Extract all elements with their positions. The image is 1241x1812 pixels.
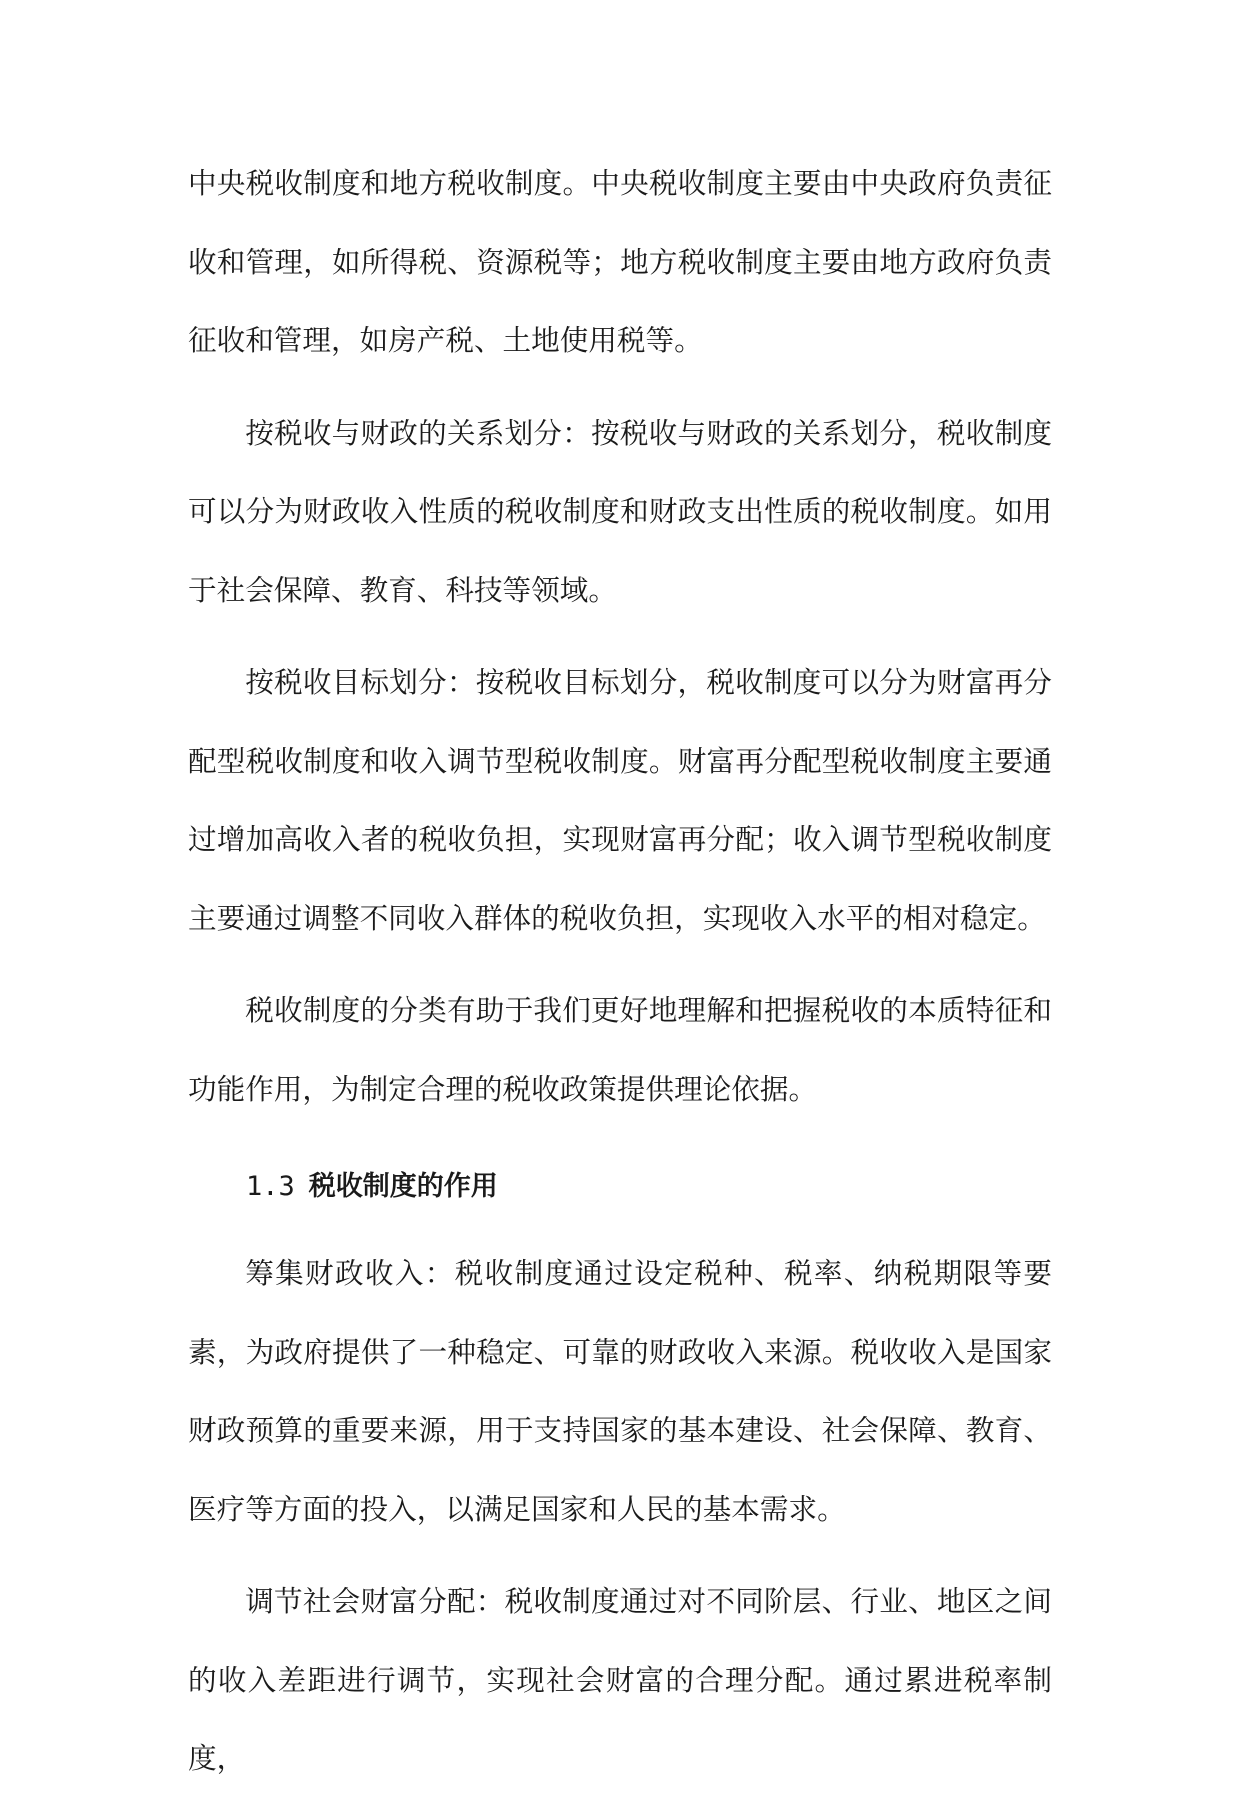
section-number: 1.3 <box>246 1171 295 1202</box>
paragraph-wealth-distribution: 调节社会财富分配：税收制度通过对不同阶层、行业、地区之间的收入差距进行调节，实现社会财富的合理分配。通过累进税率制度， <box>188 1584 1052 1775</box>
paragraph-fiscal-revenue: 筹集财政收入：税收制度通过设定税种、税率、纳税期限等要素，为政府提供了一种稳定、可靠的财政收入来源。税收收入是国家财政预算的重要来源，用于支持国家的基本建设、社会保障、教育、医疗等方面的投入，以满足国家和人民的基本需求。 <box>188 1256 1052 1526</box>
section-heading <box>188 1152 1052 1222</box>
paragraph-fiscal-relation: 按税收与财政的关系划分：按税收与财政的关系划分，税收制度可以分为财政收入性质的税收制度和财政支出性质的税收制度。如用于社会保障、教育、科技等领域。 <box>188 415 1052 607</box>
paragraph-tax-objective: 按税收目标划分：按税收目标划分，税收制度可以分为财富再分配型税收制度和收入调节型税收制度。财富再分配型税收制度主要通过增加高收入者的税收负担，实现财富再分配；收入调节型税收制度主要通过调整不同收入群体的税收负担，实现收入水平的相对稳定。 <box>188 665 1052 935</box>
paragraph-continued: 中央税收制度和地方税收制度。中央税收制度主要由中央政府负责征收和管理，如所得税、资源税等；地方税收制度主要由地方政府负责征收和管理，如房产税、土地使用税等。 <box>188 166 1052 357</box>
paragraph-classification-summary: 税收制度的分类有助于我们更好地理解和把握税收的本质特征和功能作用，为制定合理的税收政策提供理论依据。 <box>188 993 1052 1106</box>
document-body <box>188 144 1052 1812</box>
section-title: 税收制度的作用 <box>308 1171 498 1202</box>
